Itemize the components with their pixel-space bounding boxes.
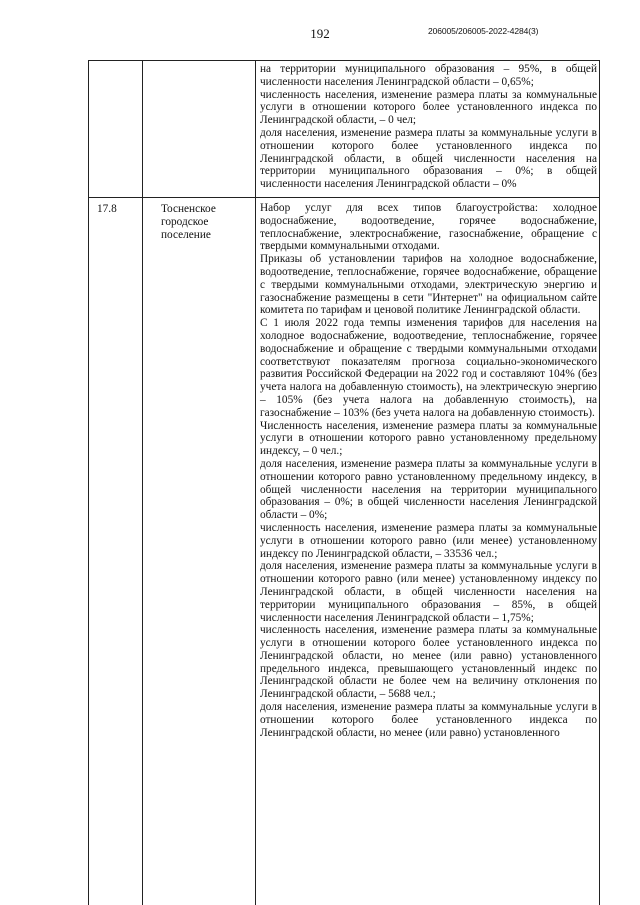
paragraph: доля населения, изменение размера платы за коммунальные услуги в отношении которого равно установленному предельному индексу, в общей численности населения на территории муниципального образования – 0%; в общей численности населения Ленинградской области – 0%; [260,457,597,522]
paragraph: Набор услуг для всех типов благоустройства: холодное водоснабжение, водоотведение, горячее водоснабжение, теплоснабжение, электроснабжение, газоснабжение, обращение с твердыми коммунальными отходами. [260,202,597,253]
paragraph: численность населения, изменение размера платы за коммунальные услуги в отношении которого более установленного индекса по Ленинградской области, но менее (или равно) установленного предельного индекса, превышающего установленный индекс по Ленинградской области не более чем на величину отклонения по Ленинградской области, – 5688 чел.; [260,624,597,701]
paragraph: С 1 июля 2022 года темпы изменения тарифов для населения на холодное водоснабжение, водоотведение, теплоснабжение, горячее водоснабжение и обращение с твердыми коммунальными отходами соответствуют показателям прогноза социально-экономического развития Российской Федерации на 2022 год и составляют 104% (без учета налога на добавленную стоимость), на электрическую энергию – 105% (без учета налога на добавленную стоимость), на газоснабжение – 103% (без учета налога на добавленную стоимость). [260,317,597,419]
paragraph: численность населения, изменение размера платы за коммунальные услуги в отношении которого равно (или менее) установленному индексу по Ленинградской области, – 33536 чел.; [260,521,597,560]
paragraph: доля населения, изменение размера платы за коммунальные услуги в отношении которого более установленного индекса по Ленинградской области, но менее (или равно) установленного [260,701,597,739]
document-table [88,60,600,905]
row-description [260,202,597,739]
previous-row-text [260,63,597,191]
paragraph: доля населения, изменение размера платы за коммунальные услуги в отношении которого равно (или менее) установленному индексу по Ленинградской области, в общей численности населения на территории муниципального образования – 85%, в общей численности населения Ленинградской области – 1,75%; [260,560,597,624]
document-code: 206005/206005-2022-4284(3) [428,26,539,36]
page-number: 192 [310,26,330,41]
column-divider-1 [142,61,143,905]
paragraph: Приказы об установлении тарифов на холодное водоснабжение, водоотведение, теплоснабжение, горячее водоснабжение, обращение с твердыми коммунальными отходами, электрическую энергию и газоснабжение размещены в сети "Интернет" на официальном сайте комитета по тарифам и ценовой политике Ленинградской области. [260,253,597,317]
paragraph: численность населения, изменение размера платы за коммунальные услуги в отношении которого более установленного индекса по Ленинградской области, – 0 чел; [260,88,597,127]
paragraph: на территории муниципального образования – 95%, в общей численности населения Ленинградской области – 0,65%; [260,63,597,88]
column-divider-2 [255,61,256,905]
row-number: 17.8 [97,203,117,215]
paragraph: Численность населения, изменение размера платы за коммунальные услуги в отношении которого равно установленному предельному индексу, – 0 чел.; [260,419,597,458]
municipality-name: Тосненское городское поселение [161,203,216,241]
row-divider [89,197,599,198]
paragraph: доля населения, изменение размера платы за коммунальные услуги в отношении которого более установленного индекса по Ленинградской области, в общей численности населения на территории муниципального образования – 0%; в общей численности населения Ленинградской области – 0% [260,126,597,191]
